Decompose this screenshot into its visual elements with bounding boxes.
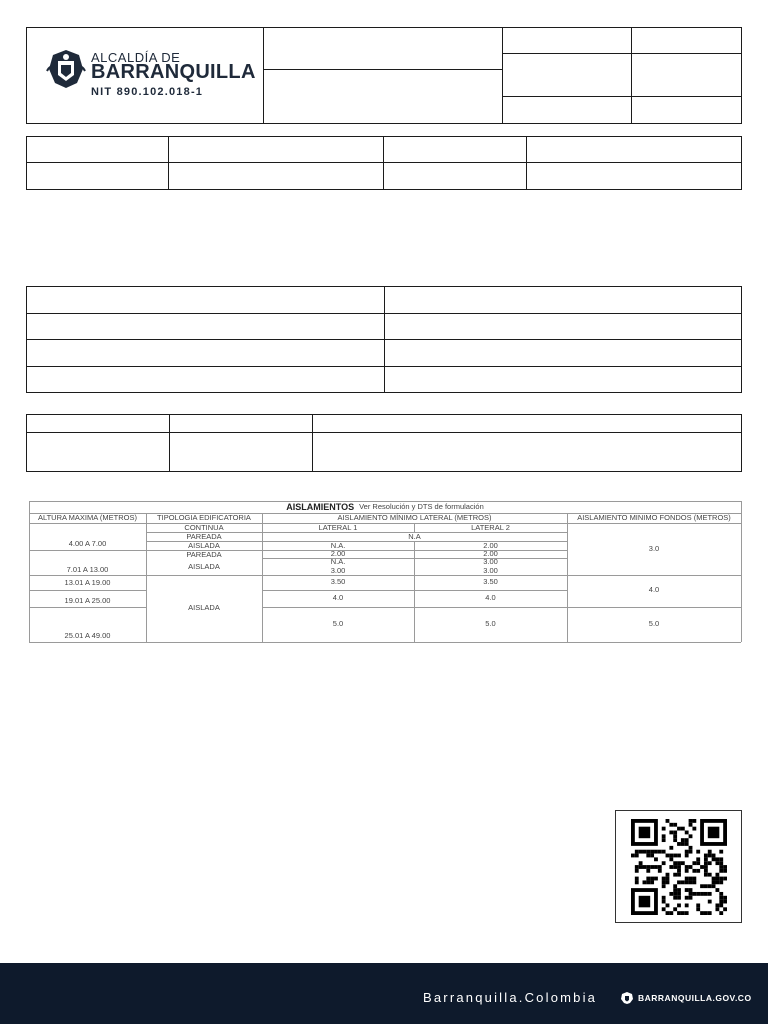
- table-cell: 2.00: [483, 540, 498, 550]
- table-cell: N.A.: [330, 540, 346, 550]
- table-cell: 3.00: [330, 565, 346, 575]
- footer-gov-link[interactable]: [620, 991, 752, 1005]
- table-cell: 5.0: [485, 619, 496, 629]
- aislamientos-title: [29, 501, 741, 513]
- table-cell: AISLADA: [188, 562, 220, 572]
- footer-website: Barranquilla.Colombia: [423, 990, 598, 1005]
- table-cell: PAREADA: [186, 549, 222, 559]
- header-divider: [502, 96, 742, 97]
- header-divider: [502, 53, 742, 54]
- header-divider: [631, 27, 632, 124]
- info-table-1: [26, 136, 742, 190]
- table-col-divider: [312, 414, 313, 472]
- col-header-lateral-1: LATERAL 1: [318, 522, 358, 532]
- table-cell: 4.0: [332, 593, 344, 603]
- table-cell: N.A: [408, 531, 421, 541]
- header-divider: [263, 69, 502, 70]
- coat-of-arms-icon: [44, 47, 88, 91]
- table-col-divider: [383, 136, 384, 190]
- aislamientos-table: [29, 501, 741, 642]
- info-table-3: [26, 414, 742, 472]
- table-cell: 4.0: [485, 593, 496, 603]
- table-cell: 5.0: [648, 619, 660, 629]
- col-header-lateral-2: LATERAL 2: [471, 522, 510, 532]
- table-cell: 3.00: [483, 565, 498, 575]
- table-cell: 3.50: [483, 577, 498, 587]
- qr-code-frame: [615, 810, 742, 923]
- header-divider: [502, 27, 503, 124]
- table-cell: 2.00: [483, 549, 498, 559]
- table-col-divider: [169, 414, 170, 472]
- table-cell: 4.0: [648, 585, 660, 595]
- seal-icon: [620, 991, 634, 1005]
- header-divider: [263, 27, 264, 124]
- aislamientos-title-text: AISLAMIENTOS: [286, 501, 355, 512]
- logo-line-2: BARRANQUILLA: [91, 61, 256, 83]
- table-cell: 25.01 A 49.00: [64, 631, 111, 641]
- table-cell: AISLADA: [188, 540, 220, 550]
- qr-code-icon: [631, 819, 727, 915]
- table-cell: AISLADA: [188, 603, 220, 613]
- col-header-fondos: AISLAMIENTO MINIMO FONDOS (METROS): [577, 513, 731, 523]
- col-header-lateral: AISLAMIENTO MÍNIMO LATERAL (METROS): [337, 513, 492, 523]
- table-cell: 5.0: [332, 619, 344, 629]
- table-cell: 3.00: [483, 557, 498, 567]
- table-cell: 3.0: [648, 544, 660, 554]
- logo-line-1: ALCALDÍA DE: [91, 50, 181, 65]
- table-cell: 3.50: [330, 577, 346, 587]
- col-header-altura: ALTURA MAXIMA (METROS): [37, 513, 138, 523]
- table-cell: 7.01 A 13.00: [66, 565, 109, 575]
- table-cell: N.A.: [330, 557, 346, 567]
- table-cell: PAREADA: [186, 531, 222, 541]
- table-col-divider: [168, 136, 169, 190]
- nit-number: NIT 890.102.018-1: [91, 86, 204, 98]
- table-col-divider: [384, 286, 385, 393]
- table-col-divider: [526, 136, 527, 190]
- table-cell: 19.01 A 25.00: [64, 596, 111, 606]
- table-cell: 13.01 A 19.00: [64, 578, 111, 588]
- table-cell: CONTINUA: [184, 522, 224, 532]
- footer-gov-text: BARRANQUILLA.GOV.CO: [638, 993, 752, 1003]
- table-cell: 2.00: [330, 549, 346, 559]
- table-row-divider: [26, 162, 742, 163]
- aislamientos-subtitle: Ver Resolución y DTS de formulación: [359, 502, 484, 512]
- table-cell: 4.00 A 7.00: [68, 539, 107, 549]
- col-header-tipologia: TIPOLOGIA EDIFICATORIA: [157, 513, 251, 523]
- table-row-divider: [26, 432, 742, 433]
- footer-bar: [0, 963, 768, 1024]
- alcaldia-logo: [40, 44, 255, 104]
